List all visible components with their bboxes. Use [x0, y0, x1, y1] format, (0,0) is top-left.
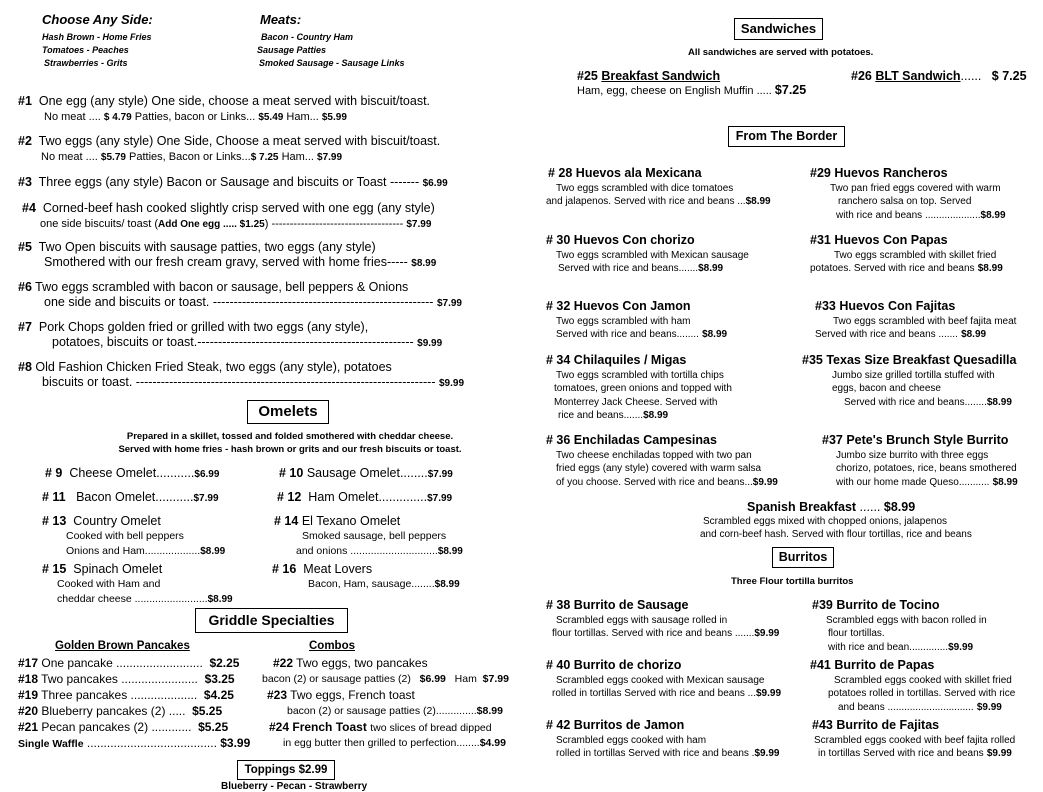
meats-line: Sausage Patties: [257, 45, 327, 55]
meats-title: Meats:: [260, 12, 302, 27]
menu-item-7: #7 Pork Chops golden fried or grilled with two eggs (any style), potatoes, biscuits or toast.---------------------------------------------------- $9.99: [18, 320, 443, 349]
border-item-34: # 34 Chilaquiles / Migas Two eggs scrambled with tortilla chips tomatoes, green onions and topped with Monterrey Jack Cheese. Served with rice and beans.......$8.99: [546, 353, 732, 421]
omelet-11: # 11 Bacon Omelet...........$7.99: [42, 490, 219, 504]
toppings-title: Toppings $2.99: [237, 760, 335, 780]
border-item-36: # 36 Enchiladas Campesinas Two cheese enchiladas topped with two pan fried eggs (any style) covered with warm salsa of you choose. Served with rice and beans...$9.99: [546, 433, 778, 488]
pancake-item: #19 Three pancakes .................... $4.25: [18, 688, 234, 702]
pancake-item: #20 Blueberry pancakes (2) ..... $5.25: [18, 704, 223, 718]
omelet-16: # 16 Meat Lovers Bacon, Ham, sausage........$8.99: [272, 562, 460, 590]
sandwiches-title: Sandwiches: [734, 18, 823, 40]
pancake-item: Single Waffle ....................................... $3.99: [18, 736, 251, 750]
omelet-14: # 14 El Texano Omelet Smoked sausage, bell peppers and onions ..............................$8.99: [274, 514, 463, 557]
sides-title: Choose Any Side:: [42, 12, 153, 27]
sandwich-25-desc: Ham, egg, cheese on English Muffin ..... $7.25: [577, 83, 807, 97]
omelet-13: # 13 Country Omelet Cooked with bell peppers Onions and Ham...................$8.99: [42, 514, 226, 557]
omelets-note: Served with home fries - hash brown or grits and our fresh biscuits or toast.: [118, 444, 462, 455]
combo-22-detail: bacon (2) or sausage patties (2) $6.99 Ham $7.99: [262, 673, 509, 685]
combo-24-detail: in egg butter then grilled to perfection........$4.99: [283, 737, 506, 749]
pancake-item: #21 Pecan pancakes (2) ............ $5.25: [18, 720, 229, 734]
pancake-item: #18 Two pancakes ....................... $3.25: [18, 672, 235, 686]
menu-item-5: #5 Two Open biscuits with sausage patties, two eggs (any style) Smothered with our fresh cream gravy, served with home fries----- $8.99: [18, 240, 437, 269]
spanish-breakfast-desc: Scrambled eggs mixed with chopped onions, jalapenos: [703, 516, 948, 527]
sandwich-25: #25 Breakfast Sandwich: [577, 69, 721, 83]
border-item-30: # 30 Huevos Con chorizo Two eggs scrambled with Mexican sausage Served with rice and beans.......$8.99: [546, 233, 749, 274]
burrito-38: # 38 Burrito de Sausage Scrambled eggs with sausage rolled in flour tortillas. Served with rice and beans .......$9.99: [546, 598, 780, 639]
border-item-31: #31 Huevos Con Papas Two eggs scrambled with skillet fried potatoes. Served with rice and beans $8.99: [810, 233, 1003, 274]
omelet-9: # 9 Cheese Omelet...........$6.99: [45, 466, 220, 480]
burritos-note: Three Flour tortilla burritos: [731, 576, 854, 587]
omelets-note: Prepared in a skillet, tossed and folded smothered with cheddar cheese.: [126, 431, 454, 442]
border-item-29: #29 Huevos Rancheros Two pan fried eggs covered with warm ranchero salsa on top. Served with rice and beans ....................$8.99: [810, 166, 1006, 221]
toppings-list: Blueberry - Pecan - Strawberry: [221, 781, 368, 792]
border-item-28: # 28 Huevos ala Mexicana Two eggs scrambled with dice tomatoes and jalapenos. Served with rice and beans ...$8.99: [546, 166, 771, 207]
menu-item-6: #6 Two eggs scrambled with bacon or sausage, bell peppers & Onions one side and biscuits or toast. ----------------------------------------------------- $7.99: [18, 280, 462, 309]
menu-item-1: #1 One egg (any style) One side, choose a meat served with biscuit/toast. No meat .... $ 4.79 Patties, bacon or Links... $5.49 Ham... $5.99: [18, 94, 431, 123]
burrito-41: #41 Burrito de Papas Scrambled eggs cooked with skillet fried potatoes rolled in tortillas. Served with rice and beans ............................... $9.99: [810, 658, 1016, 713]
meats-line: Smoked Sausage - Sausage Links: [259, 58, 405, 68]
menu-item-4: #4 Corned-beef hash cooked slightly crisp served with one egg (any style) one side biscuits/ toast (Add One egg ..... $1.25) ------------------------------------ $7.99: [22, 201, 435, 230]
combo-24: #24 French Toast two slices of bread dipped: [269, 720, 492, 734]
combo-22: #22 Two eggs, two pancakes: [273, 656, 428, 670]
burrito-40: # 40 Burrito de chorizo Scrambled eggs cooked with Mexican sausage rolled in tortillas Served with rice and beans ...$9.99: [546, 658, 782, 699]
omelets-title: Omelets: [247, 400, 329, 424]
burrito-42: # 42 Burritos de Jamon Scrambled eggs cooked with ham rolled in tortillas Served with rice and beans .$9.99: [546, 718, 780, 759]
border-item-32: # 32 Huevos Con Jamon Two eggs scrambled with ham Served with rice and beans........ $8.99: [546, 299, 728, 340]
border-item-35: #35 Texas Size Breakfast Quesadilla Jumbo size grilled tortilla stuffed with eggs, bacon and cheese Served with rice and beans........$8.99: [802, 353, 1017, 408]
combos-title: Combos: [309, 640, 355, 652]
burrito-43: #43 Burrito de Fajitas Scrambled eggs cooked with beef fajita rolled in tortillas Served with rice and beans $9.99: [812, 718, 1016, 759]
sides-line: Hash Brown - Home Fries: [42, 32, 152, 42]
sandwiches-note: All sandwiches are served with potatoes.: [688, 47, 874, 58]
menu-item-2: #2 Two eggs (any style) One Side, Choose a meat served with biscuit/toast. No meat .... $5.79 Patties, Bacon or Links...$ 7.25 Ham... $7.99: [18, 134, 441, 163]
border-item-37: #37 Pete's Brunch Style Burrito Jumbo size burrito with three eggs chorizo, potatoes, rice, beans smothered with our home made Queso........... $8.99: [822, 433, 1018, 488]
menu-item-3: #3 Three eggs (any style) Bacon or Sausage and biscuits or Toast ------- $6.99: [18, 175, 448, 189]
border-title: From The Border: [728, 126, 845, 147]
omelet-15: # 15 Spinach Omelet Cooked with Ham and cheddar cheese .........................$8.99: [42, 562, 233, 605]
burrito-39: #39 Burrito de Tocino Scrambled eggs with bacon rolled in flour tortillas. with rice and bean..............$9.99: [812, 598, 987, 653]
spanish-breakfast: Spanish Breakfast ...... $8.99: [747, 500, 916, 514]
omelet-10: # 10 Sausage Omelet........$7.99: [279, 466, 453, 480]
border-item-33: #33 Huevos Con Fajitas Two eggs scrambled with beef fajita meat Served with rice and beans ....... $8.99: [815, 299, 1017, 340]
griddle-title: Griddle Specialties: [195, 608, 348, 633]
sides-line: Tomatoes - Peaches: [42, 45, 129, 55]
combo-23-detail: bacon (2) or sausage patties (2)..............$8.99: [287, 705, 503, 717]
omelet-12: # 12 Ham Omelet..............$7.99: [277, 490, 453, 504]
sandwich-26: #26 BLT Sandwich...... $ 7.25: [851, 69, 1027, 83]
combo-23: #23 Two eggs, French toast: [267, 688, 415, 702]
sides-line: Strawberries - Grits: [44, 58, 128, 68]
pancake-item: #17 One pancake .......................... $2.25: [18, 656, 240, 670]
pancakes-title: Golden Brown Pancakes: [55, 640, 190, 652]
burritos-title: Burritos: [772, 547, 834, 568]
meats-line: Bacon - Country Ham: [261, 32, 354, 42]
menu-item-8: #8 Old Fashion Chicken Fried Steak, two eggs (any style), potatoes biscuits or toast. ------------------------------------------------------------------------ $9.99: [18, 360, 465, 389]
spanish-breakfast-desc: and corn-beef hash. Served with flour tortillas, rice and beans: [700, 529, 972, 540]
